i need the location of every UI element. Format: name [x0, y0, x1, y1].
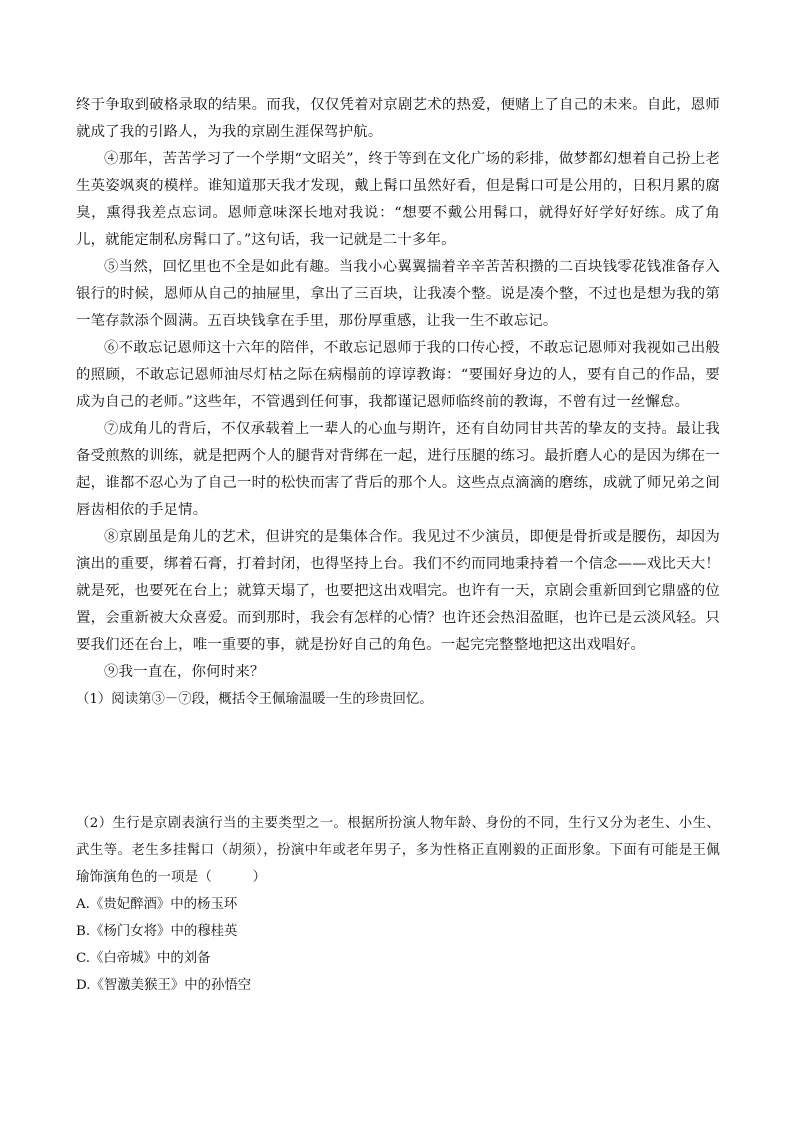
document-page — [76, 92, 720, 999]
paragraph-intro: 终于争取到破格录取的结果。而我，仅仅凭着对京剧艺术的热爱，便赌上了自己的未来。自此，恩师就成了我的引路人，为我的京剧生涯保驾护航。 — [76, 97, 720, 140]
paragraph-8: ⑧京剧虽是角儿的艺术，但讲究的是集体合作。我见过不少演员，即便是骨折或是腰伤，却因为演出的重要，绑着石膏，打着封闭，也得坚持上台。我们不约而同地秉持着一个信念——戏比天大！就是死，也要死在台上；就算天塌了，也要把这出戏唱完。也许有一天，京剧会重新回到它鼎盛的位置，会重新被大众喜爱。而到那时，我会有怎样的心情？也许还会热泪盈眶，也许已是云淡风轻。只要我们还在台上，唯一重要的事，就是扮好自己的角色。一起完完整整地把这出戏唱好。 — [76, 529, 720, 653]
question-1: （1）阅读第③－⑦段，概括令王佩瑜温暖一生的珍贵回忆。 — [76, 692, 433, 707]
paragraph-7: ⑦成角儿的背后，不仅承载着上一辈人的心血与期许，还有自幼同甘共苦的挚友的支持。最让我备受煎熬的训练，就是把两个人的腿背对背绑在一起，进行压腿的练习。最折磨人心的是因为绑在一起，谁都不忍心为了自己一时的松快而害了背后的那个人。这些点点滴滴的磨练，成就了师兄弟之间唇齿相依的手足情。 — [76, 421, 720, 518]
option-b: B.《杨门女将》中的穆桂英 — [76, 924, 238, 939]
paragraph-9: ⑨我一直在，你何时来？ — [104, 664, 265, 680]
option-d: D.《智激美猴王》中的孙悟空 — [76, 978, 252, 993]
paragraph-4: ④那年，苦苦学习了一个学期“文昭关”，终于等到在文化广场的彩排，做梦都幻想着自己扮上老生英姿飒爽的模样。谁知道那天我才发现，戴上髯口虽然好看，但是髯口可是公用的，日积月累的腐臭，熏得我差点忘词。恩师意味深长地对我说：“想要不戴公用髯口，就得好好学好好练。成了角儿，就能定制私房髯口了。”这句话，我一记就是二十多年。 — [76, 151, 720, 248]
paragraph-5: ⑤当然，回忆里也不全是如此有趣。当我小心翼翼揣着辛辛苦苦积攒的二百块钱零花钱准备存入银行的时候，恩师从自己的抽屉里，拿出了三百块，让我凑个整。说是凑个整，不过也是想为我的第一笔存款添个圆满。五百块钱拿在手里，那份厚重感，让我一生不敢忘记。 — [76, 259, 720, 329]
paragraph-6: ⑥不敢忘记恩师这十六年的陪伴，不敢忘记恩师于我的口传心授，不敢忘记恩师对我视如己出般的照顾，不敢忘记恩师油尽灯枯之际在病榻前的谆谆教诲：“要围好身边的人，要有自己的作品，要成为自己的老师。”这些年，不管遇到任何事，我都谨记恩师临终前的教诲，不曾有过一丝懈怠。 — [76, 340, 720, 410]
answer-space — [76, 713, 720, 810]
option-a: A.《贵妃醉酒》中的杨玉环 — [76, 897, 238, 912]
question-2: （2）生行是京剧表演行当的主要类型之一。根据所扮演人物年龄、身份的不同，生行又分为老生、小生、武生等。老生多挂髯口（胡须），扮演中年或老年男子，多为性格正直刚毅的正面形象。下面有可能是王佩瑜饰演角色的一项是（ ） — [76, 816, 720, 885]
option-c: C.《白帝城》中的刘备 — [76, 951, 211, 966]
